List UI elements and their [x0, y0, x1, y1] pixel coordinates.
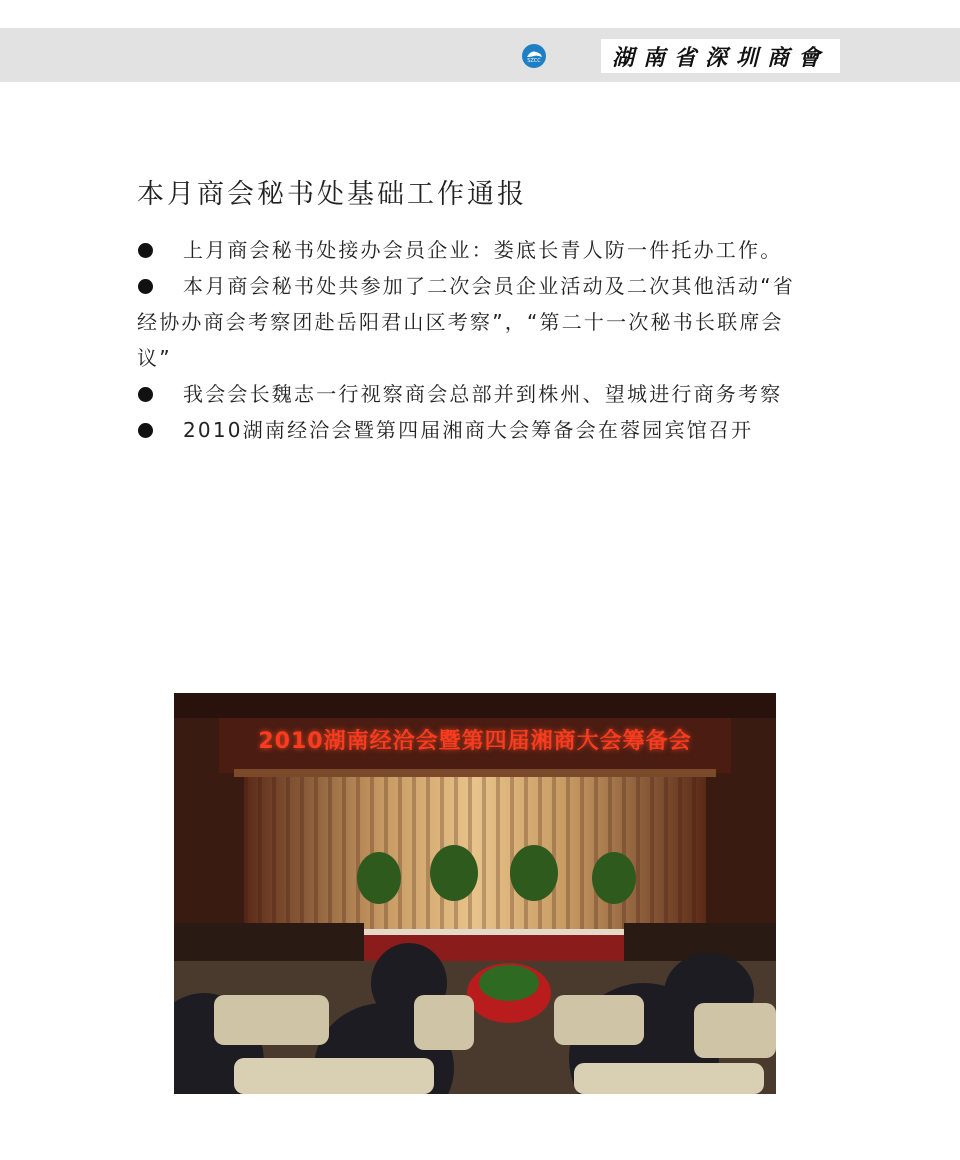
list-item-text: 我会会长魏志一行视察商会总部并到株州、望城进行商务考察 [183, 382, 783, 406]
list-item-text: 上月商会秘书处接办会员企业：娄底长青人防一件托办工作。 [183, 238, 783, 262]
photo-banner-text: 2010湖南经洽会暨第四届湘商大会筹备会 [258, 729, 692, 754]
page-title: 本月商会秘书处基础工作通报 [137, 179, 527, 211]
bullet-icon [138, 243, 153, 258]
list-item-text: 本月商会秘书处共参加了二次会员企业活动及二次其他活动“省经协办商会考察团赴岳阳君山区考察”，“第二十一次秘书长联席会议” [137, 274, 795, 370]
org-name-box [601, 39, 840, 73]
list-item [137, 268, 817, 376]
bullet-icon [138, 279, 153, 294]
logo-text: SZCC [527, 58, 541, 64]
list-item [137, 232, 817, 268]
list-item [137, 412, 817, 448]
logo-emblem-icon [522, 44, 546, 68]
report-list [137, 232, 817, 448]
list-item-text: 2010湖南经洽会暨第四届湘商大会筹备会在蓉园宾馆召开 [183, 418, 754, 442]
bullet-icon [138, 423, 153, 438]
bullet-icon [138, 387, 153, 402]
meeting-photo [174, 693, 776, 1094]
list-item [137, 376, 817, 412]
chamber-logo [522, 44, 546, 68]
org-name: 湖南省深圳商會 [611, 44, 829, 71]
